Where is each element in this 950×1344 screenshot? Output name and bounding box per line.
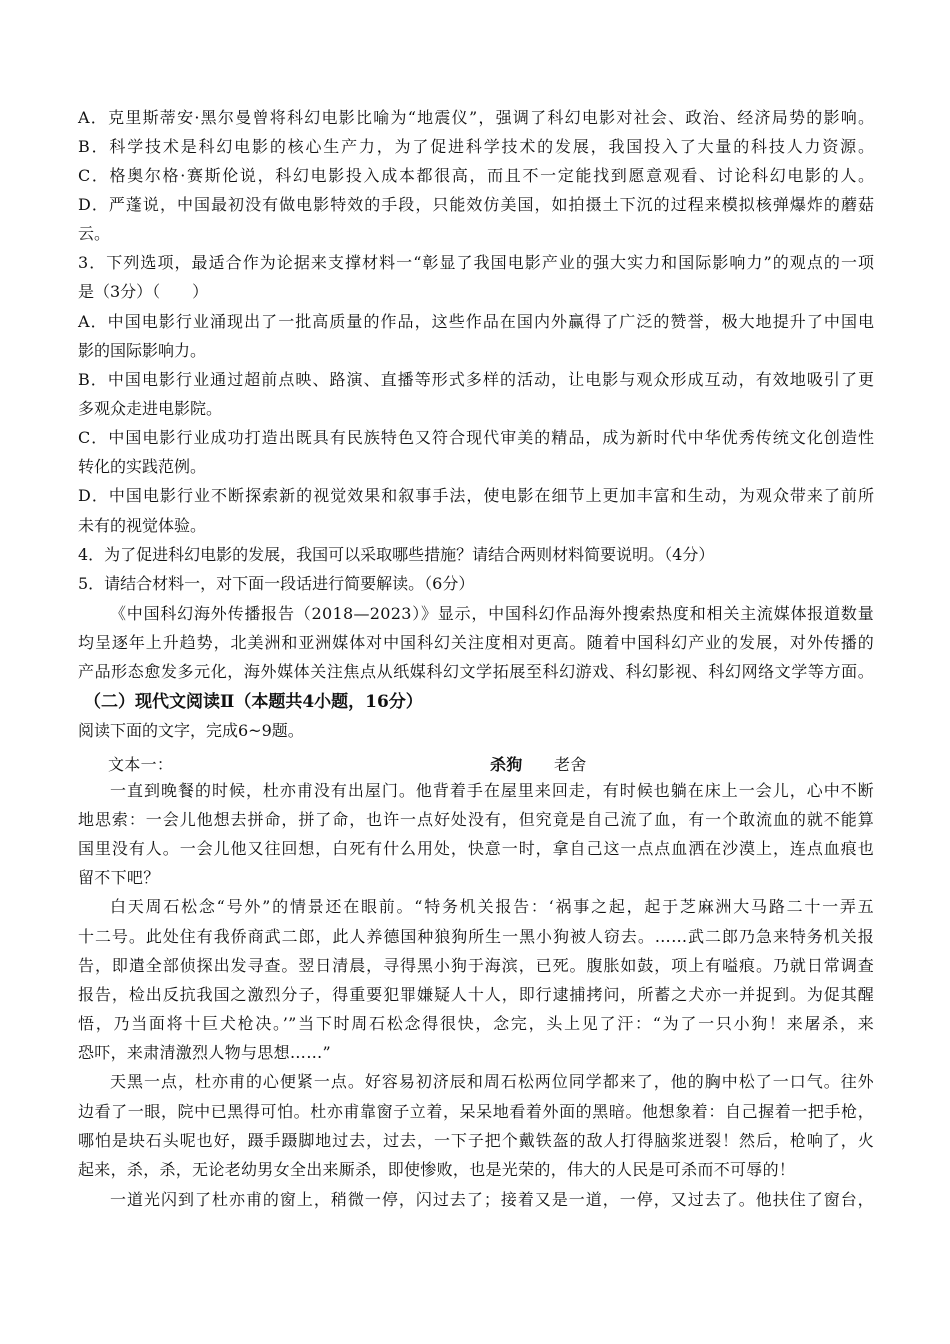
q2-option-d-line2: 云。 xyxy=(78,224,111,243)
q4-stem: 4．为了促进科幻电影的发展，我国可以采取哪些措施？请结合两则材料简要说明。（4分） xyxy=(78,545,715,564)
q3-stem-line2: 是（3分）（ ） xyxy=(78,282,209,301)
q3-option-b-line2: 多观众走进电影院。 xyxy=(78,399,223,418)
q2-option-b: B．科学技术是科幻电影的核心生产力，为了促进科学技术的发展，我国投入了大量的科技人力资源。 xyxy=(78,137,874,156)
story-p1-line3: 国里没有人。一会儿他又往回想，白死有什么用处，快意一时，拿自己这一点点血洒在沙漠上，连点血痕也 xyxy=(78,839,874,858)
story-p1-line1: 一直到晚餐的时候，杜亦甫没有出屋门。他背着手在屋里来回走，有时候也躺在床上一会儿，心中不断 xyxy=(110,781,874,800)
q5-quote-line2: 均呈逐年上升趋势，北美洲和亚洲媒体对中国科幻关注度相对更高。随着中国科幻产业的发展，对外传播的 xyxy=(78,633,874,652)
story-p4-line1: 一道光闪到了杜亦甫的窗上，稍微一停，闪过去了；接着又是一道，一停，又过去了。他扶住了窗台， xyxy=(110,1190,874,1209)
story-author: 老舍 xyxy=(554,755,587,774)
q3-option-a-line1: A．中国电影行业涌现出了一批高质量的作品，这些作品在国内外赢得了广泛的赞誉，极大地提升了中国电 xyxy=(78,312,874,331)
story-p1-line4: 留不下吧？ xyxy=(78,868,160,887)
text-title-row xyxy=(78,752,874,772)
story-p2-line6: 恐吓，来肃清激烈人物与思想……” xyxy=(78,1043,331,1062)
section-heading: （二）现代文阅读Ⅱ（本题共4小题，16分） xyxy=(84,692,423,712)
story-p3-line3: 哪怕是块石头呢也好，蹑手蹑脚地过去，过去，一下子把个戴铁盔的敌人打得脑浆迸裂！然后，枪响了，火 xyxy=(78,1131,874,1150)
q3-option-d-line2: 未有的视觉体验。 xyxy=(78,516,207,535)
story-p2-line2: 十二号。此处住有我侨商武二郎，此人养德国种狼狗所生一黑小狗被人窃去。……武二郎乃急来特务机关报 xyxy=(78,927,874,946)
q2-option-c: C．格奥尔格·赛斯伦说，科幻电影投入成本都很高，而且不一定能找到愿意观看、讨论科幻电影的人。 xyxy=(78,166,874,185)
q2-option-a: A．克里斯蒂安·黑尔曼曾将科幻电影比喻为“地震仪”，强调了科幻电影对社会、政治、经济局势的影响。 xyxy=(78,108,874,127)
q3-option-c-line1: C．中国电影行业成功打造出既具有民族特色又符合现代审美的精品，成为新时代中华优秀传统文化创造性 xyxy=(78,428,874,447)
story-p2-line1: 白天周石松念“号外”的情景还在眼前。“特务机关报告：‘祸事之起，起于芝麻洲大马路二十一弄五 xyxy=(110,897,874,916)
q5-stem: 5．请结合材料一，对下面一段话进行简要解读。（6分） xyxy=(78,574,475,593)
story-p3-line4: 起来，杀，杀，无论老幼男女全出来厮杀，即使惨败，也是光荣的，伟大的人民是可杀而不可辱的！ xyxy=(78,1160,796,1179)
q5-quote-line1: 《中国科幻海外传播报告（2018—2023）》显示，中国科幻作品海外搜索热度和相关主流媒体报道数量 xyxy=(110,604,874,623)
story-p2-line3: 告，即遣全部侦探出发寻查。翌日清晨，寻得黑小狗于海滨，已死。腹胀如鼓，项上有嗌痕。乃就日常调查 xyxy=(78,956,874,975)
q3-stem-line1: 3．下列选项，最适合作为论据来支撑材料一“彰显了我国电影产业的强大实力和国际影响力”的观点的一项 xyxy=(78,253,874,272)
section-instruction: 阅读下面的文字，完成6~9题。 xyxy=(78,721,304,740)
q2-option-d-line1: D．严蓬说，中国最初没有做电影特效的手段，只能效仿美国，如拍摄土下沉的过程来模拟核弹爆炸的蘑菇 xyxy=(78,195,874,214)
q3-option-b-line1: B．中国电影行业通过超前点映、路演、直播等形式多样的活动，让电影与观众形成互动，有效地吸引了更 xyxy=(78,370,874,389)
story-p3-line1: 天黑一点，杜亦甫的心便紧一点。好容易初济辰和周石松两位同学都来了，他的胸中松了一口气。往外 xyxy=(110,1072,874,1091)
story-title: 杀狗 xyxy=(490,755,523,774)
q3-option-c-line2: 转化的实践范例。 xyxy=(78,457,207,476)
story-p3-line2: 边看了一眼，院中已黑得可怕。杜亦甫靠窗子立着，呆呆地看着外面的黑暗。他想象着：自己握着一把手枪， xyxy=(78,1102,874,1121)
story-p1-line2: 地思索：一会儿他想去拼命，拼了命，也许一点好处没有，但究竟是自己流了血，有一个敢流血的就不能算 xyxy=(78,810,874,829)
q3-option-a-line2: 影的国际影响力。 xyxy=(78,341,207,360)
text-label: 文本一： xyxy=(108,755,174,774)
q3-option-d-line1: D．中国电影行业不断探索新的视觉效果和叙事手法，使电影在细节上更加丰富和生动，为观众带来了前所 xyxy=(78,486,874,505)
story-p2-line5: 悟，乃当面将十巨犬枪决。’”当下时周石松念得很快，念完，头上见了汗：“为了一只小狗！来屠杀，来 xyxy=(78,1014,874,1033)
story-p2-line4: 报告，检出反抗我国之激烈分子，得重要犯罪嫌疑人十人，即行逮捕拷问，所蓄之犬亦一并捉到。为促其醒 xyxy=(78,985,874,1004)
q5-quote-line3: 产品形态愈发多元化，海外媒体关注焦点从纸媒科幻文学拓展至科幻游戏、科幻影视、科幻网络文学等方面。 xyxy=(78,662,874,681)
